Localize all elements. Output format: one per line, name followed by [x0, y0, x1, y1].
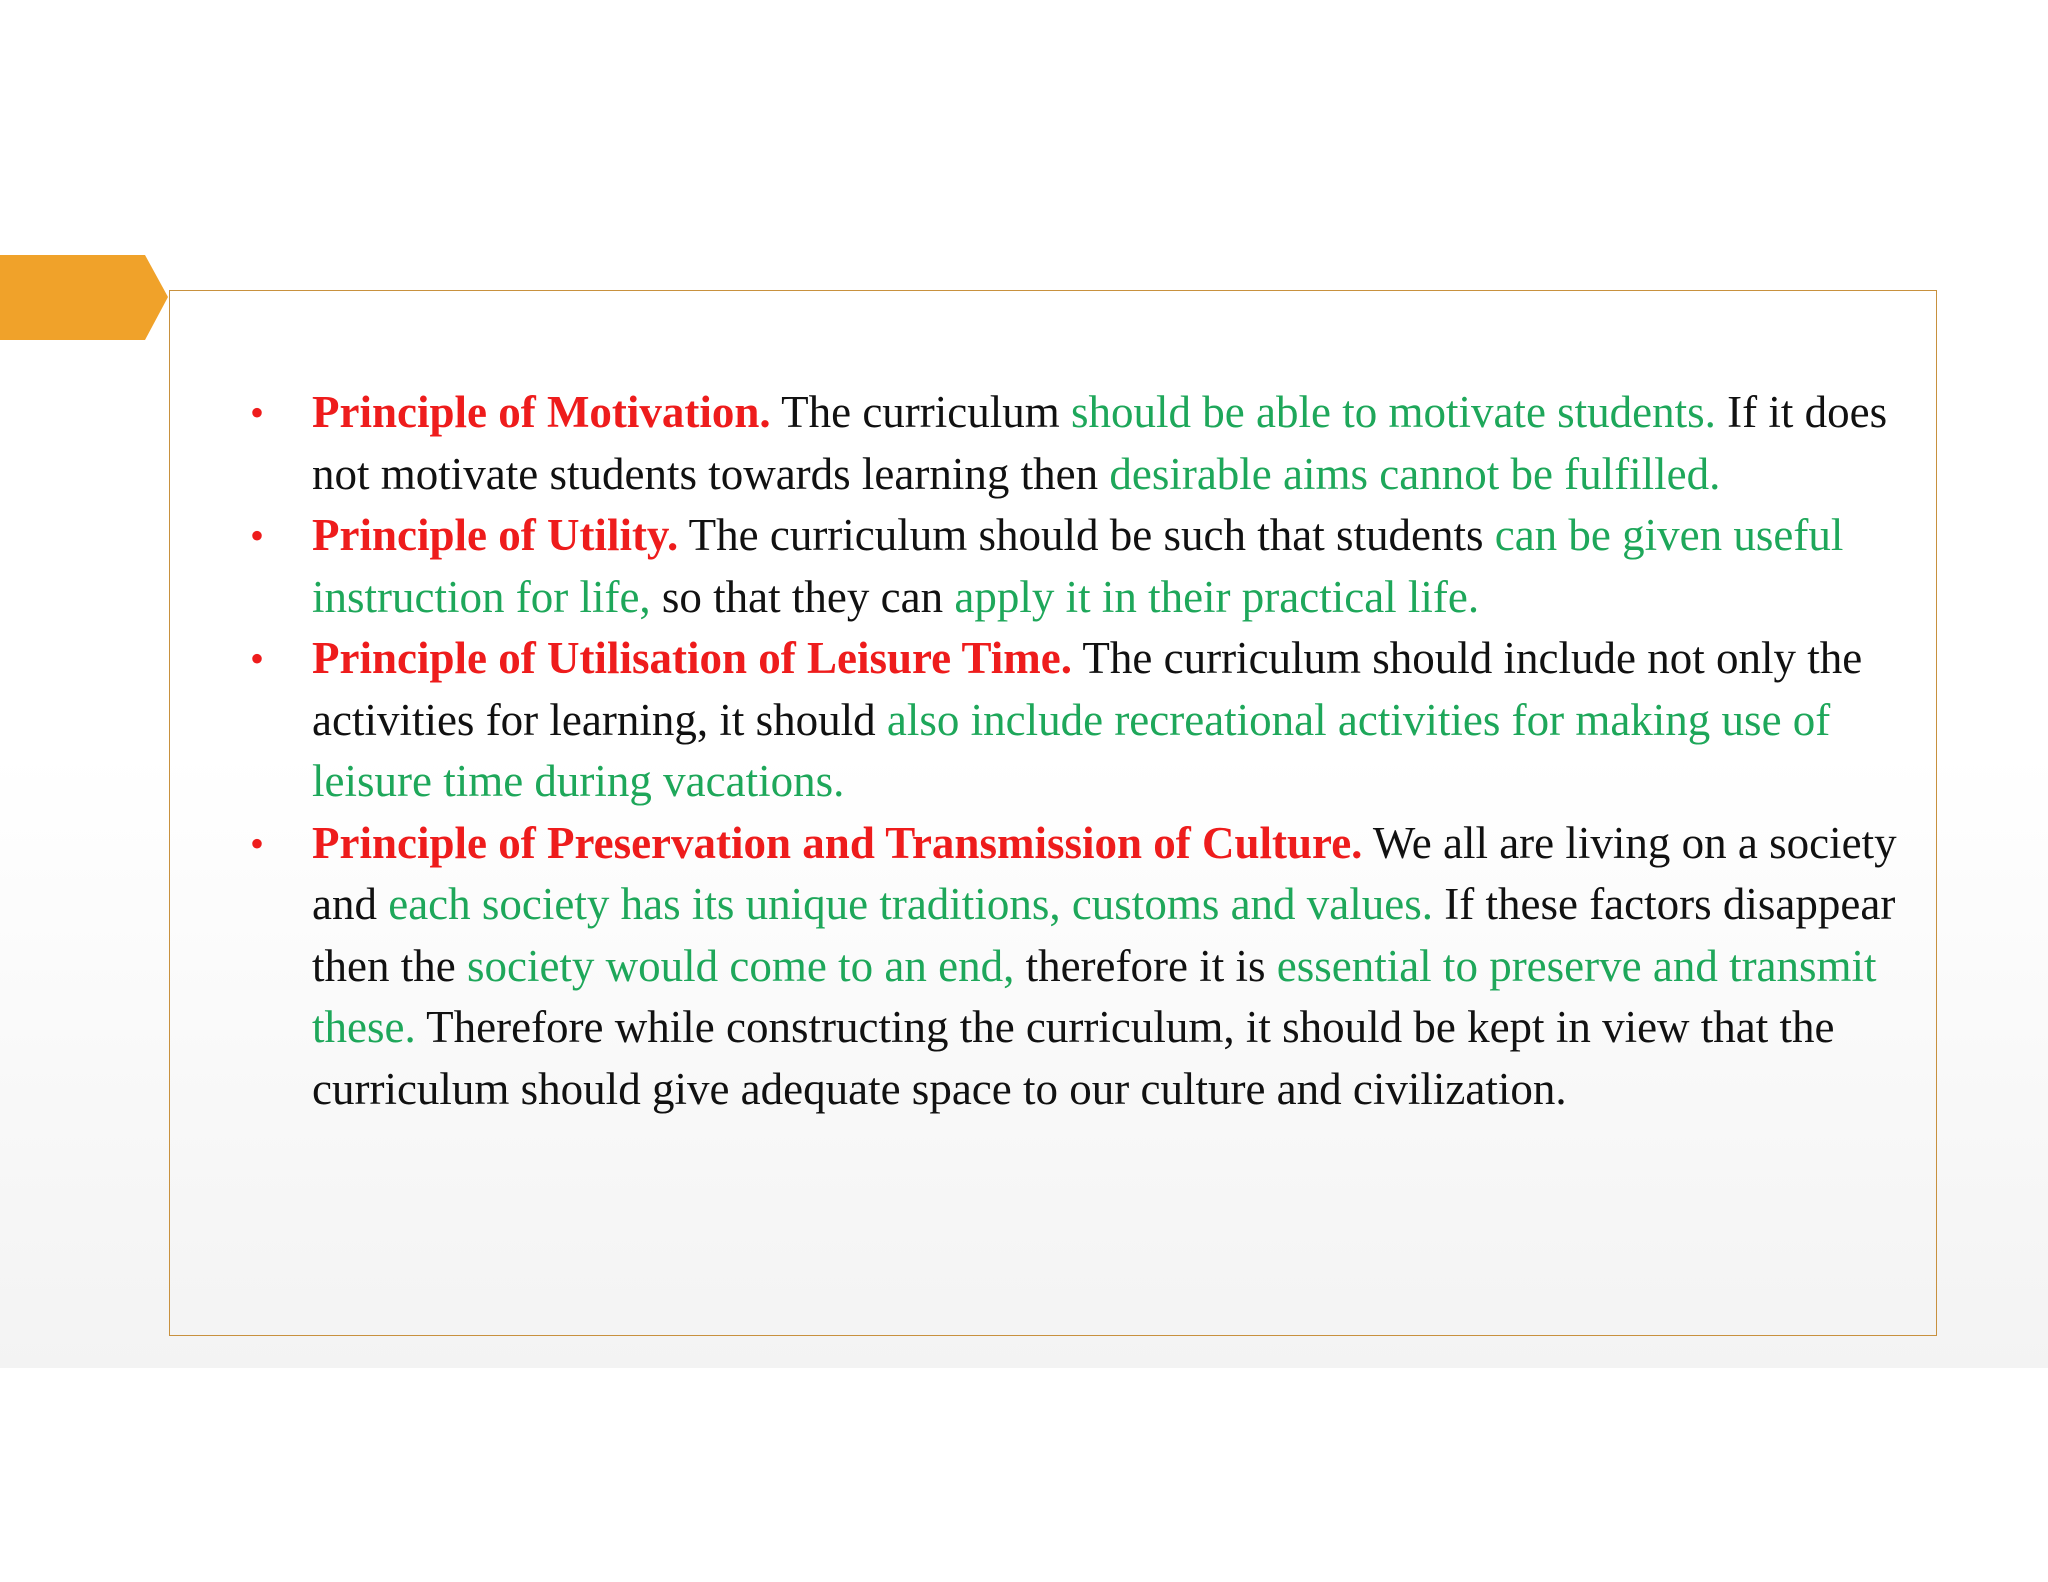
body-text: therefore it is	[1014, 940, 1277, 991]
bullet-item-utility	[250, 505, 1930, 628]
body-text: The curriculum should include not only the activities for learning, it should	[312, 633, 1863, 745]
highlight-text: desirable aims cannot be fulfilled.	[1109, 448, 1721, 499]
principle-heading: Principle of Motivation.	[312, 387, 771, 437]
bullet-icon: •	[250, 820, 265, 866]
highlight-text: essential to preserve and transmit these.	[312, 940, 1877, 1052]
principle-heading: Principle of Preservation and Transmission of Culture.	[312, 817, 1363, 868]
highlight-text: can be given useful instruction for life,	[312, 510, 1844, 622]
body-text: so that they can	[650, 571, 955, 622]
body-text: The curriculum should be such that students	[678, 510, 1495, 560]
bullet-item-motivation	[250, 382, 1930, 505]
bullet-list	[250, 382, 1930, 1120]
principle-heading: Principle of Utilisation of Leisure Time.	[312, 633, 1072, 683]
highlight-text: society would come to an end,	[466, 940, 1015, 991]
orange-arrow-tab-icon	[0, 255, 168, 340]
highlight-text: apply it in their practical life.	[954, 571, 1480, 622]
body-text: We all are living on a society and	[312, 817, 1897, 929]
body-text: If these factors disappear then the	[312, 879, 1896, 991]
bullet-item-culture	[250, 813, 1930, 1121]
bullet-icon: •	[250, 390, 265, 435]
body-text: Therefore while constructing the curriculum, it should be kept in view that the curriculum should give adequate space to our culture and civilization.	[312, 1002, 1835, 1114]
bullet-icon: •	[250, 636, 265, 681]
body-text: The curriculum	[770, 387, 1072, 437]
body-text: If it does not motivate students towards learning then	[312, 387, 1888, 499]
highlight-text: should be able to motivate students.	[1071, 387, 1716, 437]
bullet-icon: •	[250, 513, 265, 558]
highlight-text: also include recreational activities for making use of leisure time during vacations.	[312, 694, 1831, 806]
principle-heading: Principle of Utility.	[312, 510, 679, 560]
highlight-text: each society has its unique traditions, customs and values.	[388, 879, 1434, 929]
bullet-item-leisure-time	[250, 628, 1930, 813]
